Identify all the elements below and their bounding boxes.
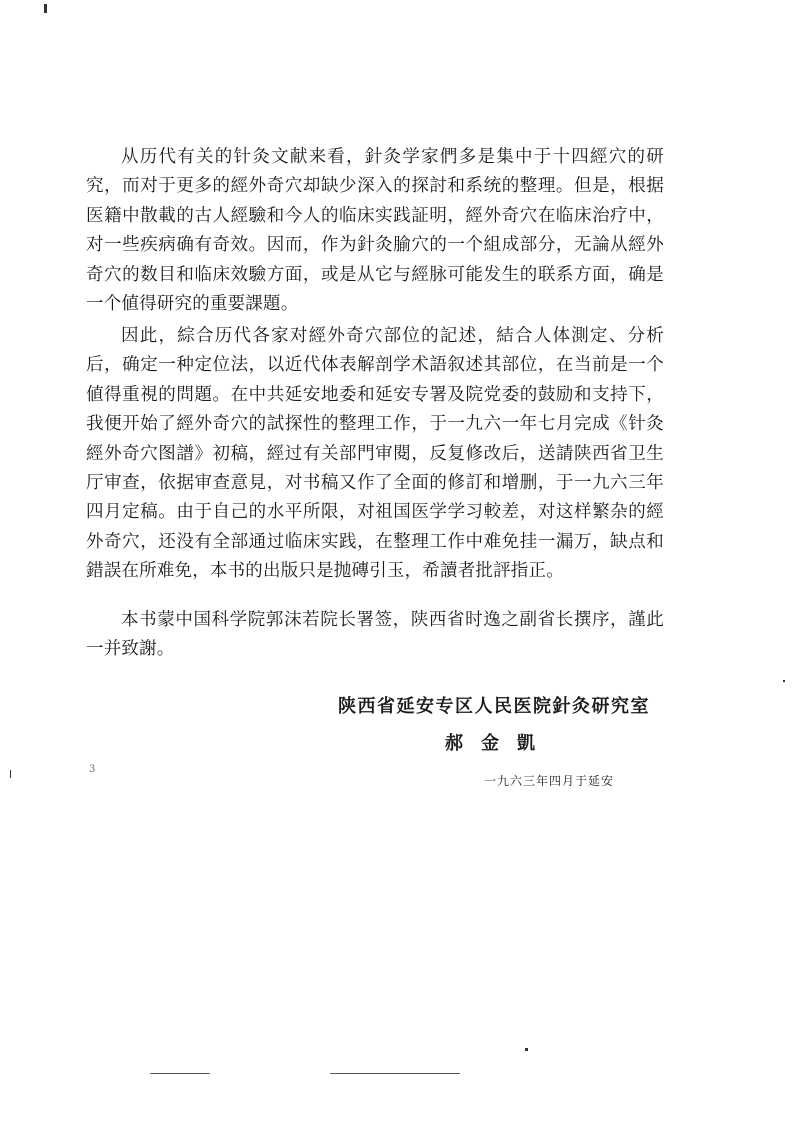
scan-line <box>330 1073 460 1074</box>
signature-institution: 陕西省延安专区人民医院針灸研究室 <box>338 696 650 717</box>
signature-date: 一九六三年四月于延安 <box>484 774 615 788</box>
margin-mark: 3 <box>89 764 96 775</box>
scan-line <box>150 1073 210 1074</box>
signature-author: 郝金凱 <box>445 733 553 754</box>
preface-paragraph-3: 本书蒙中国科学院郭沫若院长署签，陕西省时逸之副省长撰序，謹此一并致謝。 <box>86 610 664 660</box>
preface-paragraph-1: 从历代有关的针灸文献来看，針灸学家們多是集中于十四經穴的研究，而对于更多的經外奇穴却缺少深入的探討和系统的整理。但是，根据医籍中散載的古人經驗和今人的临床实践証明，經外奇穴在临床治疗中，对一些疾病确有奇效。因而，作为針灸腧穴的一个組成部分，无論从經外奇穴的数目和临床效驗方面，或是从它与經脉可能发生的联系方面，确是一个値得研究的重要課題。 <box>86 147 664 315</box>
preface-paragraph-2: 因此，綜合历代各家对經外奇穴部位的記述，結合人体測定、分析后，确定一种定位法，以近代体表解剖学术語叙述其部位，在当前是一个値得重視的問題。在中共延安地委和延安专署及院党委的鼓励和支持下，我便开始了經外奇穴的試探性的整理工作，于一九六一年七月完成《针灸經外奇穴图譜》初稿，經过有关部門审閱，反复修改后，送請陕西省卫生厅审查，依据审查意見，对书稿又作了全面的修訂和增删，于一九六三年四月定稿。由于自己的水平所限，对祖国医学学习較差，对这样繁杂的經外奇穴，还没有全部通过临床实践，在整理工作中难免挂一漏万，缺点和錯誤在所难免，本书的出版只是抛磚引玉，希讀者批評指正。 <box>86 326 664 582</box>
scan-speck <box>525 1048 528 1051</box>
scan-speck <box>783 680 785 682</box>
scan-speck <box>10 770 11 778</box>
scan-speck <box>44 4 47 13</box>
